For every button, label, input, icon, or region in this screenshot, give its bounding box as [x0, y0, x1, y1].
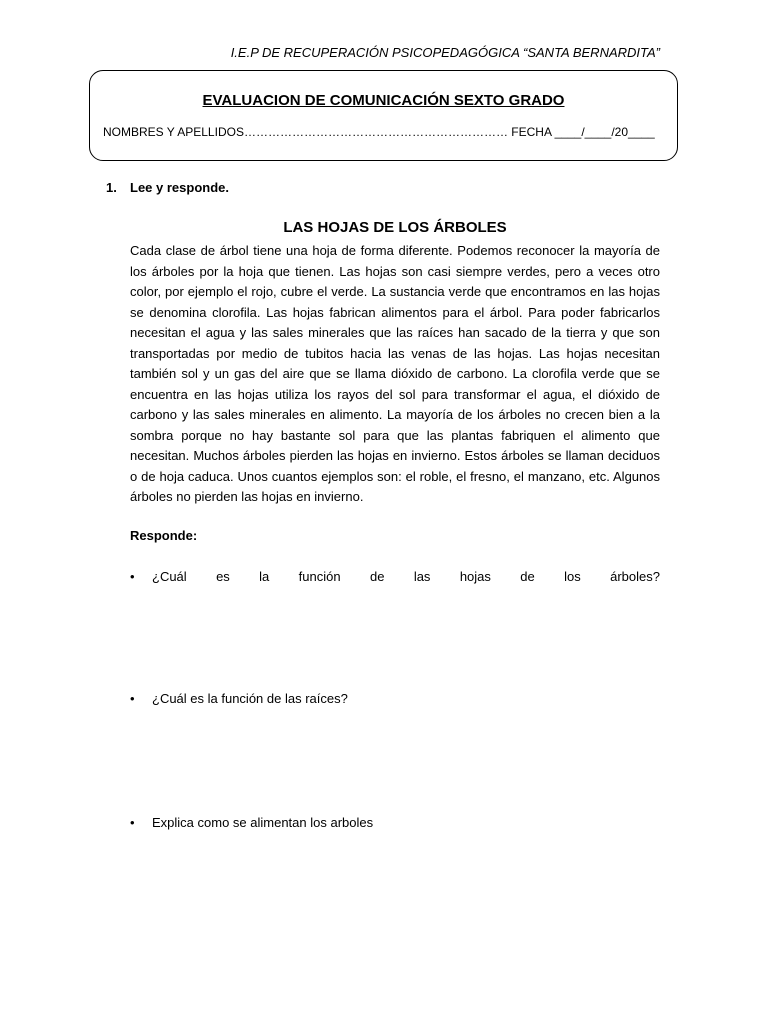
question-word: árboles? — [610, 569, 660, 584]
question-word: función — [298, 569, 341, 584]
bullet-icon: • — [130, 815, 135, 830]
reading-title: LAS HOJAS DE LOS ÁRBOLES — [283, 219, 507, 236]
bullet-icon: • — [130, 569, 135, 584]
question-2 — [130, 691, 660, 706]
question-1 — [130, 569, 660, 584]
name-date-fields: NOMBRES Y APELLIDOS………………………………………………………… FECHA ____/____/20____ — [103, 125, 655, 139]
question-word: las — [413, 569, 431, 584]
question-3-text: Explica como se alimentan los arboles — [152, 815, 374, 830]
section-instruction — [106, 180, 229, 195]
question-word: ¿Cuál — [152, 569, 187, 584]
question-word: de — [520, 569, 535, 584]
question-word: la — [259, 569, 270, 584]
question-word: de — [369, 569, 385, 584]
reading-passage: Cada clase de árbol tiene una hoja de forma diferente. Podemos reconocer la mayoría de los árboles por la hoja que tienen. Las hojas son casi siempre verdes, pero a veces otro color, por ejemplo el rojo, cubre el verde. La sustancia verde que encontramos en las hojas se denomina clorofila. Las hojas fabrican alimentos para el árbol. Para poder fabricarlos necesitan el agua y las sales minerales que las raíces han sacado de la tierra y que son transportadas por medio de tubitos hacia las venas de las hojas. Las hojas necesitan también sol y un gas del aire que se llama dióxido de carbono. La clorofila verde que se encuentra en las hojas utiliza los rayos del sol para transformar el agua, el dióxido de carbono y las sales minerales en alimento. La mayoría de los árboles no crecen bien a la sombra porque no hay bastante sol para que las plantas fabriquen el alimento que necesitan. Muchos árboles pierden las hojas en invierno. Estos árboles se llaman deciduos o de hoja caduca. Unos cuantos ejemplos son: el roble, el fresno, el manzano, etc. Algunos árboles no pierden las hojas en invierno. — [130, 243, 660, 504]
exam-header-box — [89, 70, 678, 161]
bullet-icon: • — [130, 691, 135, 706]
question-word: los — [564, 569, 581, 584]
question-word: hojas — [459, 569, 491, 584]
responde-label: Responde: — [130, 528, 198, 543]
question-3 — [130, 815, 660, 830]
exam-title: EVALUACION DE COMUNICACIÓN SEXTO GRADO — [202, 92, 565, 109]
section-number: 1. — [106, 180, 117, 195]
question-2-text: ¿Cuál es la función de las raíces? — [152, 691, 348, 706]
school-name: I.E.P DE RECUPERACIÓN PSICOPEDAGÓGICA “SANTA BERNARDITA” — [230, 45, 660, 60]
question-1-text — [152, 569, 660, 584]
section-instruction-text: Lee y responde. — [130, 180, 229, 195]
question-word: es — [216, 569, 230, 584]
